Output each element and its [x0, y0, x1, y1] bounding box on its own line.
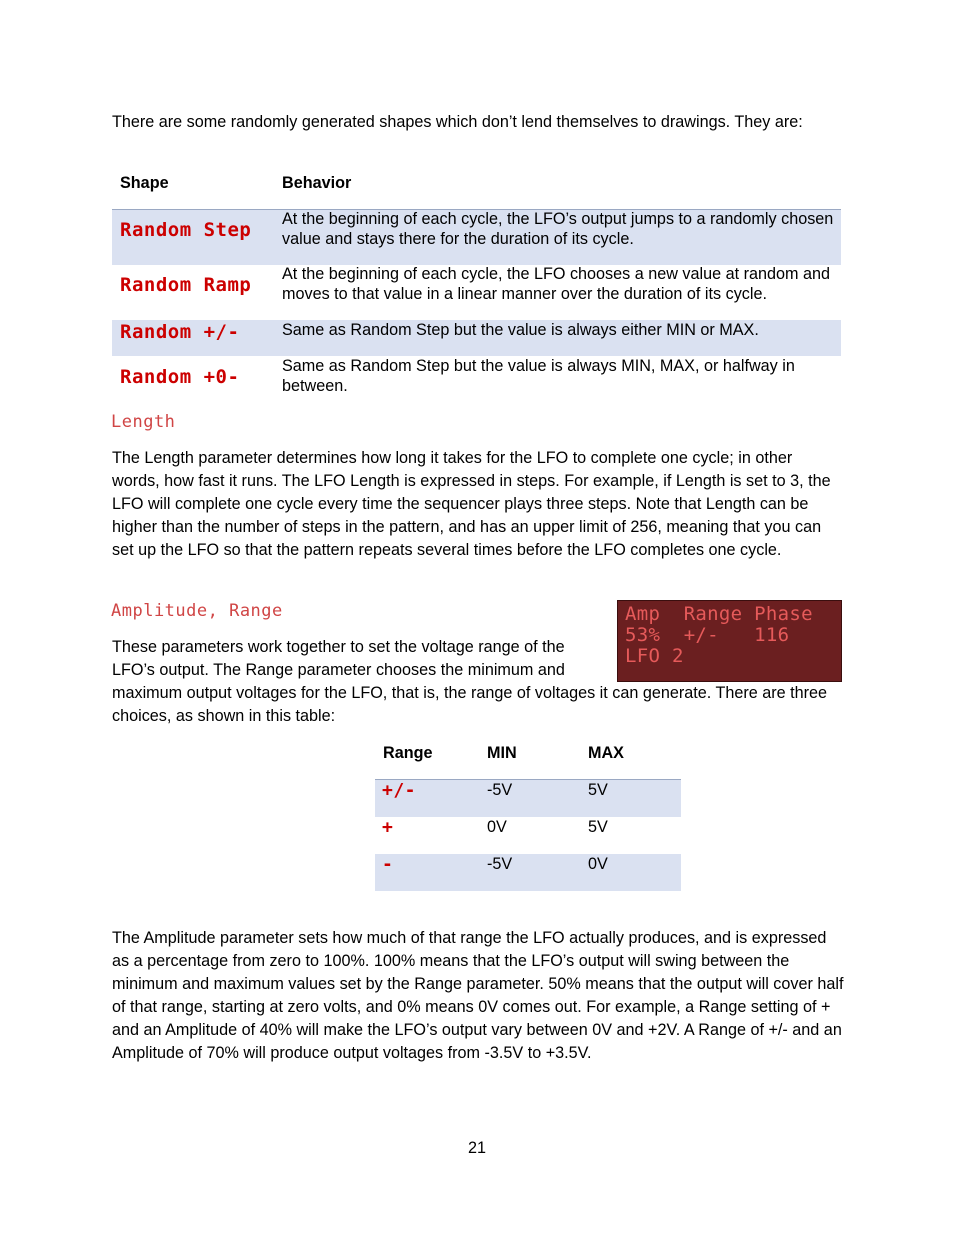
range-symbol: -	[382, 854, 394, 875]
range-symbol: +/-	[382, 780, 417, 801]
amplitude-range-heading: Amplitude, Range	[111, 601, 283, 621]
max-value: 5V	[588, 781, 608, 799]
shape-behavior: Same as Random Step but the value is always MIN, MAX, or halfway in between.	[282, 357, 795, 395]
display-line-1: Amp Range Phase	[625, 603, 813, 625]
shape-name: Random +0-	[120, 366, 240, 388]
header-range: Range	[383, 744, 433, 762]
paragraph-line: These parameters work together to set the voltage range of the	[112, 638, 565, 656]
shape-behavior: At the beginning of each cycle, the LFO chooses a new value at random and moves to that value in a linear manner over the duration of its cycle.	[282, 265, 831, 303]
table-header	[112, 170, 841, 210]
header-max: MAX	[588, 744, 624, 762]
intro-paragraph: There are some randomly generated shapes which don’t lend themselves to drawings. They are:	[112, 113, 803, 131]
max-value: 0V	[588, 855, 608, 873]
shape-behavior: At the beginning of each cycle, the LFO’s output jumps to a randomly chosen value and stays there for the duration of its cycle.	[282, 210, 834, 248]
display-line-2: 53% +/- 116	[625, 624, 790, 646]
page-number: 21	[467, 1139, 486, 1157]
header-shape: Shape	[120, 174, 169, 192]
min-value: -5V	[487, 855, 513, 873]
shape-name: Random Step	[120, 219, 252, 241]
display-line-3: LFO 2	[625, 645, 684, 667]
length-heading: Length	[111, 412, 176, 432]
range-symbol: +	[382, 817, 394, 838]
table-row	[112, 210, 841, 265]
shape-name: Random +/-	[120, 321, 240, 343]
header-behavior: Behavior	[282, 174, 352, 192]
paragraph-text: maximum output voltages for the LFO, that is, the range of voltages it can generate. There are three choices, as shown in this table:	[112, 684, 828, 725]
shape-table	[112, 170, 841, 398]
table-row	[112, 265, 841, 320]
table-row	[375, 854, 681, 891]
amplitude-range-paragraph	[112, 636, 844, 728]
max-value: 5V	[588, 818, 608, 836]
shape-behavior: Same as Random Step but the value is always either MIN or MAX.	[282, 321, 759, 339]
length-paragraph: The Length parameter determines how long it takes for the LFO to complete one cycle; in other words, how fast it runs. The LFO Length is expressed in steps. For example, if Length is set to 3, the LFO will complete one cycle every time the sequencer plays three steps. Note that Length can be higher than the number of steps in the pattern, and has an upper limit of 256, meaning that you can set up the LFO so that the pattern repeats several times before the LFO completes one cycle.	[112, 449, 831, 559]
min-value: 0V	[487, 818, 507, 836]
min-value: -5V	[487, 781, 513, 799]
shape-name: Random Ramp	[120, 274, 252, 296]
range-table	[375, 739, 681, 891]
table-row	[375, 780, 681, 817]
table-row	[112, 320, 841, 356]
header-min: MIN	[487, 744, 517, 762]
table-header	[375, 739, 681, 780]
table-row	[375, 817, 681, 854]
amplitude-paragraph: The Amplitude parameter sets how much of that range the LFO actually produces, and is expressed as a percentage from zero to 100%. 100% means that the LFO’s output will swing between the minimum and maximum values set by the Range parameter. 50% means that the output will cover half of that range, starting at zero volts, and 0% means 0V comes out. For example, a Range setting of + and an Amplitude of 40% will make the LFO’s output vary between 0V and +2V. A Range of +/- and an Amplitude of 70% will produce output voltages from -3.5V to +3.5V.	[112, 929, 844, 1062]
table-row	[112, 356, 841, 398]
paragraph-line: LFO’s output. The Range parameter chooses the minimum and	[112, 661, 565, 679]
